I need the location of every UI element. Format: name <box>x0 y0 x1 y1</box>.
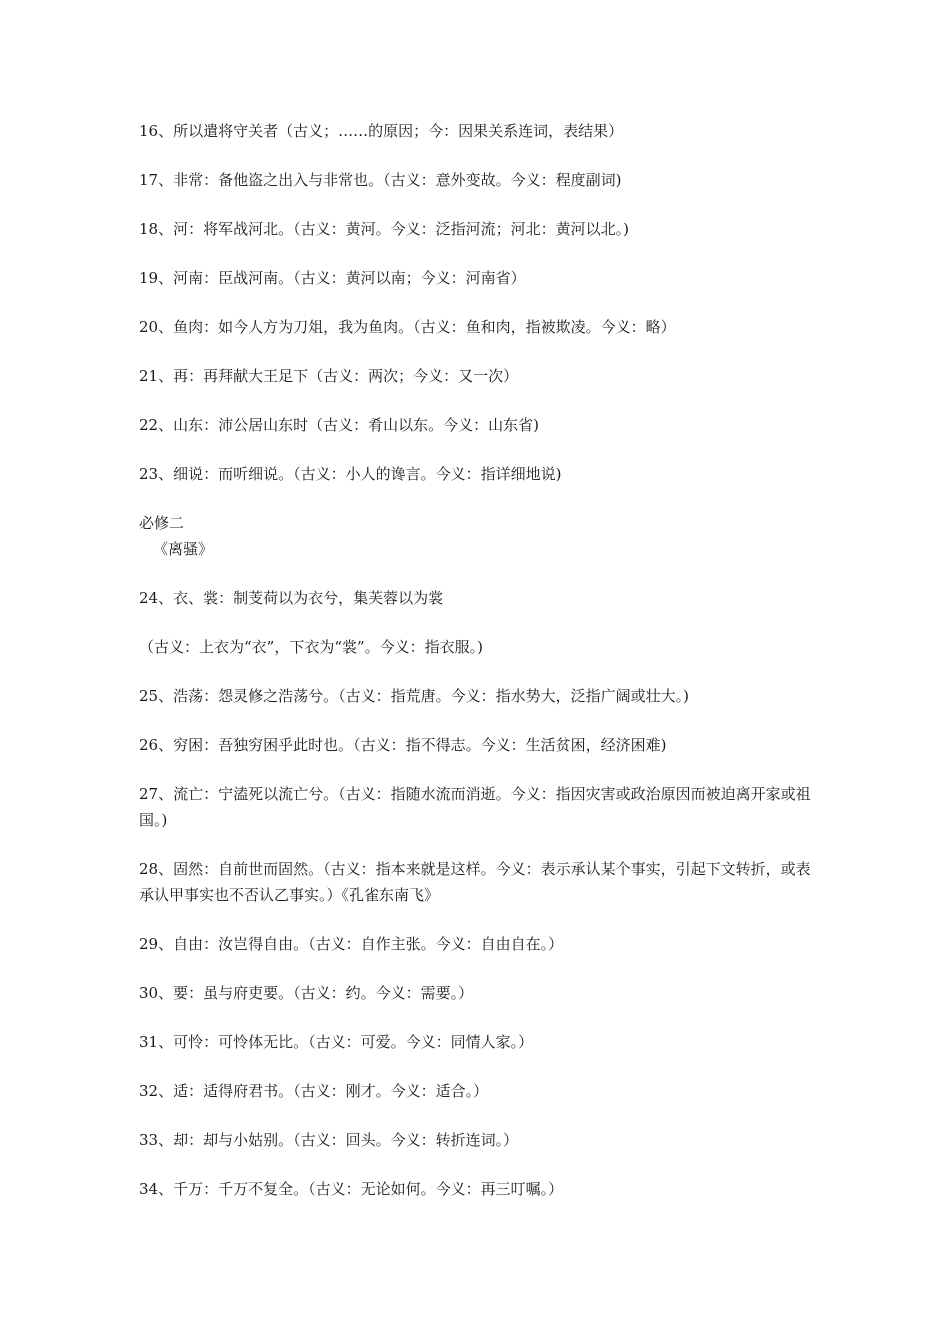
entry-28: 28、固然：自前世而固然。（古义：指本来就是这样。今义：表示承认某个事实，引起下文转折，或表承认甲事实也不否认乙事实。）《孔雀东南飞》 <box>139 860 811 904</box>
entry-22: 22、山东：沛公居山东时（古义：肴山以东。今义：山东省) <box>139 416 539 434</box>
entry-33: 33、却：却与小姑别。（古义：回头。今义：转折连词。） <box>139 1131 519 1149</box>
section-subheading: 《离骚》 <box>153 540 214 558</box>
entry-18: 18、河：将军战河北。（古义：黄河。今义：泛指河流；河北：黄河以北。) <box>139 220 629 238</box>
entry-25: 25、浩荡：怨灵修之浩荡兮。（古义：指荒唐。今义：指水势大，泛指广阔或壮大。) <box>139 687 689 705</box>
entry-31: 31、可怜：可怜体无比。（古义：可爱。今义：同情人家。） <box>139 1033 534 1051</box>
entry-20: 20、鱼肉：如今人方为刀俎，我为鱼肉。（古义：鱼和肉，指被欺凌。今义：略） <box>139 318 676 336</box>
entry-27: 27、流亡：宁溘死以流亡兮。（古义：指随水流而消逝。今义：指因灾害或政治原因而被迫离开家或祖国。) <box>139 785 811 829</box>
entry-17: 17、非常：备他盗之出入与非常也。（古义：意外变故。今义：程度副词) <box>139 171 622 189</box>
entry-19: 19、河南：臣战河南。（古义：黄河以南；今义：河南省） <box>139 269 526 287</box>
entry-16: 16、所以遣将守关者（古义；……的原因；今：因果关系连词，表结果） <box>139 122 624 140</box>
entry-29: 29、自由：汝岂得自由。（古义：自作主张。今义：自由自在。） <box>139 935 564 953</box>
entry-32: 32、适：适得府君书。（古义：刚才。今义：适合。） <box>139 1082 489 1100</box>
entry-34: 34、千万：千万不复全。（古义：无论如何。今义：再三叮嘱。） <box>139 1180 564 1198</box>
entry-23: 23、细说：而听细说。（古义：小人的谗言。今义：指详细地说) <box>139 465 562 483</box>
entry-24-note: （古义：上衣为“衣”，下衣为“裳”。今义：指衣服。) <box>139 638 484 656</box>
entry-21: 21、再：再拜献大王足下（古义：两次；今义：又一次） <box>139 367 519 385</box>
entry-30: 30、要：虽与府吏要。（古义：约。今义：需要。） <box>139 984 474 1002</box>
document-body <box>139 118 819 1225</box>
entry-26: 26、穷困：吾独穷困乎此时也。（古义：指不得志。今义：生活贫困，经济困难) <box>139 736 667 754</box>
section-heading: 必修二 <box>139 514 185 532</box>
entry-24: 24、衣、裳：制芰荷以为衣兮，集芙蓉以为裳 <box>139 589 444 607</box>
